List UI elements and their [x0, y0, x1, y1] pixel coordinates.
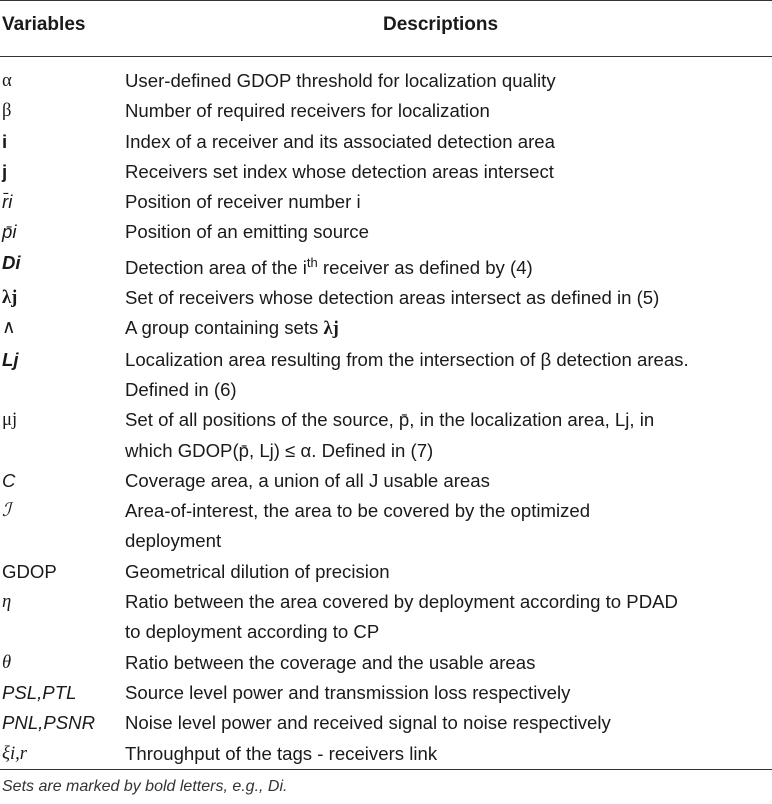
symbol-i: i — [2, 130, 8, 152]
description — [125, 405, 772, 466]
table-row — [0, 496, 772, 557]
description-line: Ratio between the area covered by deployment according to PDAD — [125, 591, 678, 613]
description-part: A group containing sets — [125, 317, 324, 339]
table-body — [0, 66, 772, 769]
symbol-j: j — [2, 160, 8, 182]
symbol-mu: μj — [2, 409, 18, 431]
table-row — [0, 678, 772, 708]
symbol-L: Lj — [2, 348, 19, 370]
superscript: th — [306, 254, 318, 270]
symbol-gdop: GDOP — [2, 560, 57, 582]
description-line: Set of all positions of the source, p̄, in the localization area, Lj, in — [125, 409, 655, 431]
symbol-I-script: ℐ — [2, 500, 11, 522]
description: Receivers set index whose detection areas intersect — [125, 160, 554, 182]
description: Position of receiver number i — [125, 191, 361, 213]
description-line: Area-of-interest, the area to be covered by the optimized — [125, 500, 591, 522]
description: Set of receivers whose detection areas intersect as defined in (5) — [125, 287, 660, 309]
table-row — [0, 283, 772, 313]
symbol-D: Di — [2, 251, 21, 273]
table-row — [0, 66, 772, 96]
description — [125, 313, 772, 344]
symbol-lambda: λj — [2, 287, 18, 309]
symbol-beta: β — [2, 100, 12, 122]
table-row — [0, 248, 772, 283]
description: Noise level power and received signal to noise respectively — [125, 712, 611, 734]
symbol-C: C — [2, 469, 16, 491]
symbol-p-sl-tl: PSL,PTL — [2, 681, 77, 703]
symbol-eta: η — [2, 591, 12, 613]
description: Throughput of the tags - receivers link — [125, 742, 438, 764]
description — [125, 248, 772, 283]
description: User-defined GDOP threshold for localization quality — [125, 70, 556, 91]
description-line: which GDOP(p̄, Lj) ≤ α. Defined in (7) — [125, 439, 434, 461]
symbol-alpha: α — [2, 70, 12, 91]
description: Geometrical dilution of precision — [125, 560, 390, 582]
symbol-wedge: ∧ — [2, 317, 16, 339]
table-row — [0, 345, 772, 406]
table-row — [0, 739, 772, 769]
description: Coverage area, a union of all J usable areas — [125, 469, 490, 491]
header-rule — [0, 56, 772, 57]
table-footnote: Sets are marked by bold letters, e.g., Di. — [2, 778, 288, 795]
description-line: Defined in (6) — [125, 378, 237, 400]
description-line: deployment — [125, 530, 222, 552]
table-row — [0, 466, 772, 496]
description: Ratio between the coverage and the usable areas — [125, 651, 536, 673]
description — [125, 345, 772, 406]
description-part: Detection area of the i — [125, 256, 307, 278]
symbol-p-bar: p̄i — [2, 221, 17, 243]
table-row — [0, 127, 772, 157]
table-row — [0, 96, 772, 126]
table-row — [0, 187, 772, 217]
description — [125, 496, 772, 557]
symbol-theta: θ — [2, 651, 12, 673]
description: Source level power and transmission loss respectively — [125, 681, 571, 703]
table-row — [0, 708, 772, 738]
description: Index of a receiver and its associated detection area — [125, 130, 555, 152]
column-header-descriptions: Descriptions — [383, 14, 499, 35]
description-part: receiver as defined by (4) — [317, 256, 533, 278]
symbol-p-nl-snr: PNL,PSNR — [2, 712, 95, 734]
table-bottom-rule — [0, 769, 772, 770]
description — [125, 587, 772, 648]
table-row — [0, 648, 772, 678]
inline-symbol: λj — [323, 318, 339, 340]
symbol-r-bar: r̄i — [2, 191, 13, 213]
table-row — [0, 587, 772, 648]
table-row — [0, 313, 772, 344]
symbol-xi: ξi,r — [2, 742, 28, 764]
description-line: to deployment according to CP — [125, 621, 380, 643]
table-row — [0, 217, 772, 247]
table-row — [0, 405, 772, 466]
column-header-variables: Variables — [2, 14, 86, 35]
table-row — [0, 557, 772, 587]
description: Number of required receivers for localization — [125, 100, 490, 122]
table-row — [0, 157, 772, 187]
description-line: Localization area resulting from the intersection of β detection areas. — [125, 348, 689, 370]
table-top-rule — [0, 0, 772, 1]
description: Position of an emitting source — [125, 221, 369, 243]
